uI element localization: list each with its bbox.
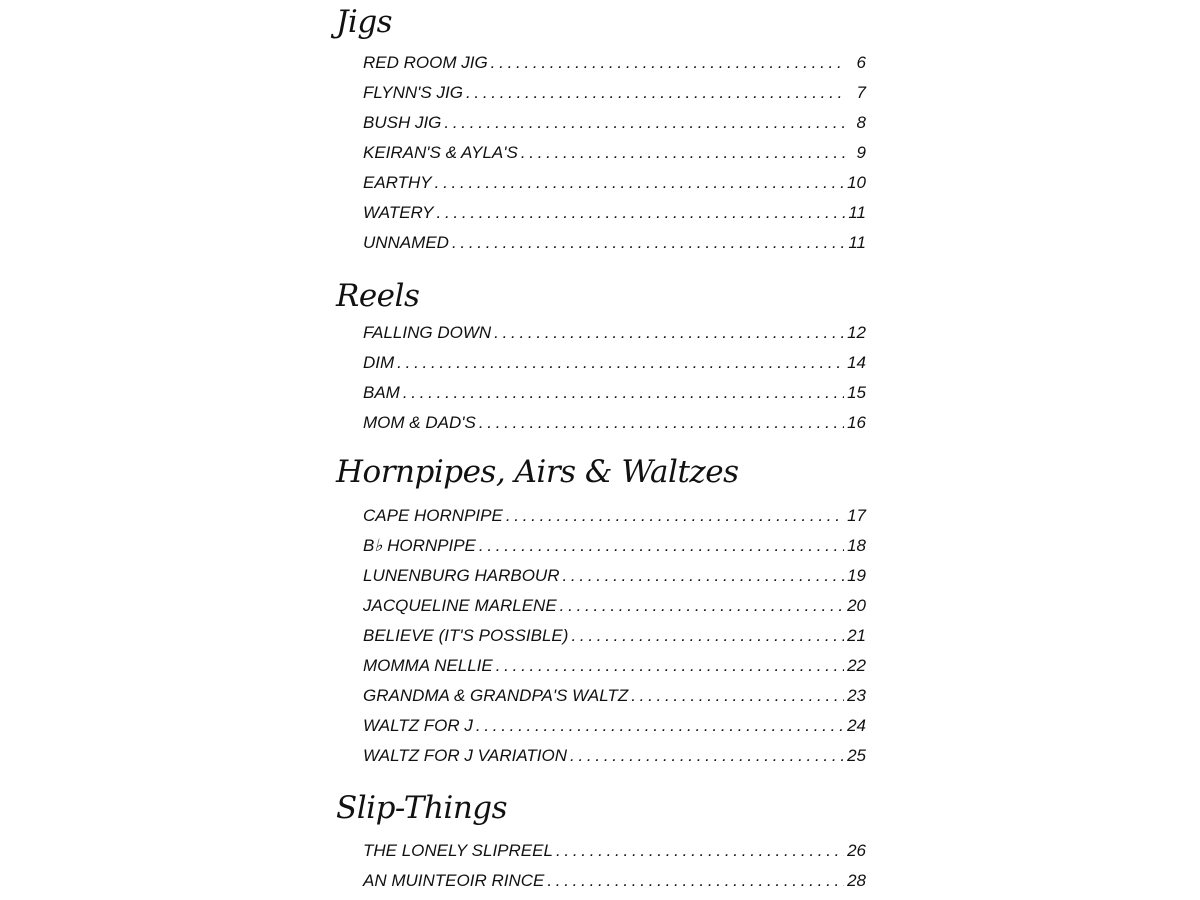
- dot-leader: [556, 836, 844, 866]
- entry-title: MOM & DAD'S: [363, 413, 476, 432]
- entry-title: BAM: [363, 383, 400, 402]
- entry-title: JACQUELINE MARLENE: [363, 596, 557, 615]
- dot-leader: [476, 711, 844, 741]
- toc-entry[interactable]: [363, 621, 866, 651]
- entry-title: DIM: [363, 353, 395, 372]
- entry-page: 26: [847, 841, 866, 860]
- toc-entry[interactable]: [363, 741, 866, 771]
- entry-title: WALTZ FOR J: [363, 716, 473, 735]
- toc-entry[interactable]: [363, 138, 866, 168]
- section-slip-things: [336, 788, 866, 896]
- dot-leader: [479, 531, 844, 561]
- entry-title: CAPE HORNPIPE: [363, 506, 503, 525]
- dot-leader: [397, 348, 844, 378]
- dot-leader: [444, 108, 845, 138]
- dot-leader: [570, 741, 844, 771]
- dot-leader: [403, 378, 844, 408]
- dot-leader: [506, 501, 844, 531]
- section-title: Reels: [336, 278, 420, 314]
- section-title: Hornpipes, Airs & Waltzes: [336, 454, 739, 490]
- toc-entry[interactable]: [363, 318, 866, 348]
- section-hornpipes-airs-waltzes: [336, 452, 866, 771]
- entry-page: 9: [856, 143, 866, 162]
- section-title: Slip-Things: [336, 790, 508, 826]
- entry-title: FALLING DOWN: [363, 323, 492, 342]
- toc-entry[interactable]: [363, 168, 866, 198]
- entry-title: MOMMA NELLIE: [363, 656, 493, 675]
- entry-page: 23: [847, 686, 866, 705]
- entry-page: 6: [856, 53, 866, 72]
- dot-leader: [496, 651, 844, 681]
- entry-title: AN MUINTEOIR RINCE: [363, 871, 545, 890]
- entry-page: 16: [847, 413, 866, 432]
- dot-leader: [562, 561, 844, 591]
- toc-entry[interactable]: [363, 198, 866, 228]
- entry-title: THE LONELY SLIPREEL: [363, 841, 553, 860]
- toc-entry[interactable]: [363, 836, 866, 866]
- entry-page: 18: [847, 536, 866, 555]
- entry-title: BUSH JIG: [363, 113, 442, 132]
- entry-title: RED ROOM JIG: [363, 53, 488, 72]
- toc-entry[interactable]: [363, 78, 866, 108]
- toc-entry[interactable]: [363, 501, 866, 531]
- entry-title: BELIEVE (IT'S POSSIBLE): [363, 626, 569, 645]
- entry-page: 21: [847, 626, 866, 645]
- toc-entry[interactable]: [363, 48, 866, 78]
- entry-page: 28: [847, 871, 866, 890]
- section-title: Jigs: [336, 4, 393, 40]
- entry-title: LUNENBURG HARBOUR: [363, 566, 560, 585]
- dot-leader: [479, 408, 844, 438]
- entry-page: 11: [848, 203, 866, 222]
- entry-page: 22: [847, 656, 866, 675]
- toc-entry[interactable]: [363, 711, 866, 741]
- entry-page: 19: [847, 566, 866, 585]
- dot-leader: [491, 48, 845, 78]
- toc-entry[interactable]: [363, 591, 866, 621]
- dot-leader: [437, 198, 845, 228]
- entry-title: UNNAMED: [363, 233, 449, 252]
- entry-list: [336, 318, 866, 438]
- entry-list: [336, 836, 866, 896]
- toc-entry[interactable]: [363, 108, 866, 138]
- toc-entry[interactable]: [363, 531, 866, 561]
- toc-entry[interactable]: [363, 378, 866, 408]
- entry-page: 20: [847, 596, 866, 615]
- entry-page: 17: [847, 506, 866, 525]
- toc-entry[interactable]: [363, 866, 866, 896]
- toc-entry[interactable]: [363, 348, 866, 378]
- dot-leader: [521, 138, 845, 168]
- entry-title: FLYNN'S JIG: [363, 83, 463, 102]
- entry-page: 11: [848, 233, 866, 252]
- entry-page: 8: [856, 113, 866, 132]
- dot-leader: [547, 866, 844, 896]
- entry-title: B♭ HORNPIPE: [363, 536, 476, 555]
- entry-title: GRANDMA & GRANDPA'S WALTZ: [363, 686, 629, 705]
- entry-title: EARTHY: [363, 173, 432, 192]
- entry-page: 24: [847, 716, 866, 735]
- entry-page: 10: [847, 173, 866, 192]
- entry-title: WALTZ FOR J VARIATION: [363, 746, 568, 765]
- entry-title: KEIRAN'S & AYLA'S: [363, 143, 518, 162]
- entry-page: 7: [856, 83, 866, 102]
- dot-leader: [571, 621, 844, 651]
- toc-entry[interactable]: [363, 408, 866, 438]
- section-jigs: [336, 2, 866, 258]
- toc-entry[interactable]: [363, 561, 866, 591]
- dot-leader: [631, 681, 844, 711]
- entry-page: 15: [847, 383, 866, 402]
- toc-entry[interactable]: [363, 228, 866, 258]
- entry-list: [336, 48, 866, 258]
- entry-page: 12: [847, 323, 866, 342]
- dot-leader: [452, 228, 845, 258]
- section-reels: [336, 276, 866, 438]
- entry-page: 14: [847, 353, 866, 372]
- dot-leader: [494, 318, 844, 348]
- dot-leader: [560, 591, 844, 621]
- toc-entry[interactable]: [363, 681, 866, 711]
- dot-leader: [435, 168, 844, 198]
- entry-page: 25: [847, 746, 866, 765]
- entry-title: WATERY: [363, 203, 434, 222]
- entry-list: [336, 501, 866, 771]
- dot-leader: [466, 78, 845, 108]
- toc-entry[interactable]: [363, 651, 866, 681]
